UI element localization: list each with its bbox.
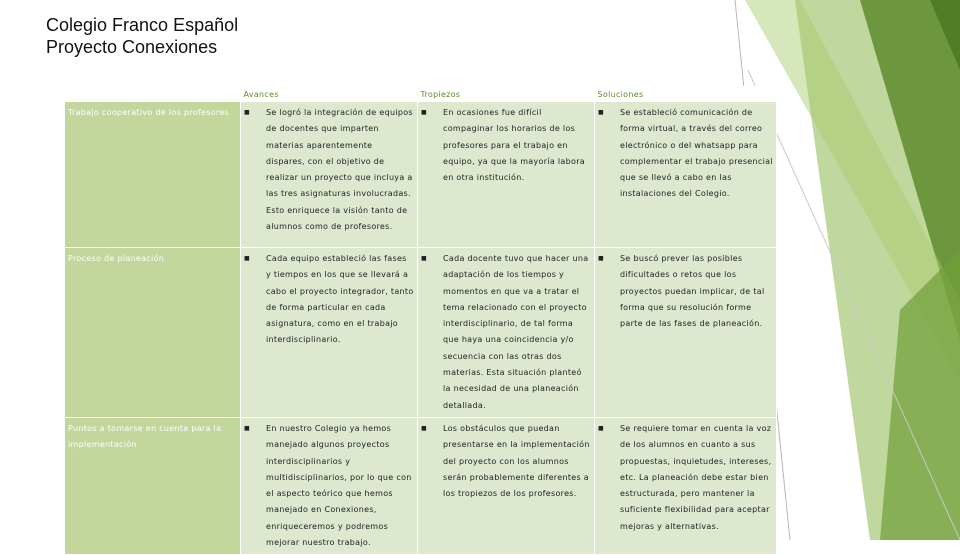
page-title [46,14,238,58]
row-label: Puntos a tomarse en cuenta para la implementación [65,417,241,554]
bullet-icon: ■ [244,109,250,116]
cell-text: Los obstáculos que puedan presentarse en la implementación del proyecto con los alumnos serán probablemente diferentes a los tropiezos de los profesores. [443,423,590,499]
column-header-empty [65,86,241,102]
cell-tropiezos [418,102,595,248]
cell-soluciones [595,102,777,248]
progress-table [64,86,777,555]
bullet-icon: ■ [421,255,427,262]
title-line-school: Colegio Franco Español [46,15,239,35]
table-row [65,102,777,248]
cell-tropiezos [418,417,595,554]
bullet-icon: ■ [598,255,604,262]
cell-text: Se buscó prever las posibles dificultades o retos que los proyectos puedan implicar, de tal forma que su resolución forme parte de las fases de planeación. [620,254,765,329]
bullet-icon: ■ [598,424,604,432]
column-header-avances: Avances [241,86,418,102]
table-row [65,417,777,554]
cell-avances [241,248,418,418]
table-header-row [65,86,777,102]
bullet-icon: ■ [421,109,427,116]
cell-soluciones [595,417,777,554]
bullet-icon: ■ [598,109,604,116]
cell-text: En ocasiones fue difícil compaginar los horarios de los profesores para el trabajo en equipo, ya que la mayoría labora en otra institución. [443,108,585,183]
cell-text: En nuestro Colegio ya hemos manejado algunos proyectos interdisciplinarios y multidisciplinarios, por lo que con el aspecto teórico que hemos manejado en Conexiones, enriqueceremos y podremos mejorar nuestro trabajo. [266,423,412,548]
column-header-soluciones: Soluciones [595,86,777,102]
cell-text: Se estableció comunicación de forma virtual, a través del correo electrónico o del whatsapp para complementar el trabajo presencial que se llevó a cabo en las instalaciones del Colegio. [620,108,773,199]
row-label: Proceso de planeación [65,248,241,418]
bullet-icon: ■ [244,255,250,262]
cell-avances [241,102,418,248]
cell-text: Se requiere tomar en cuenta la voz de los alumnos en cuanto a sus propuestas, inquietudes, intereses, etc. La planeación debe estar bien estructurada, pero mantener la suficiente flexibilidad para aceptar mejoras y alternativas. [620,423,772,531]
cell-avances [241,417,418,554]
cell-tropiezos [418,248,595,418]
cell-soluciones [595,248,777,418]
cell-text: Se logró la integración de equipos de docentes que imparten materias aparentemente dispares, con el objetivo de realizar un proyecto que incluya a las tres asignaturas involucradas. Esto enriquece la visión tanto de alumnos como de profesores. [266,108,413,232]
table-row [65,248,777,418]
row-label: Trabajo cooperativo de los profesores [65,102,241,248]
column-header-tropiezos: Tropiezos [418,86,595,102]
title-line-project: Proyecto Conexiones [46,37,218,57]
cell-text: Cada equipo estableció las fases y tiempos en los que se llevará a cabo el proyecto integrador, tanto de forma particular en cada asignatura, como en el trabajo interdisciplinario. [266,254,414,345]
cell-text: Cada docente tuvo que hacer una adaptación de los tiempos y momentos en que va a tratar el tema relacionado con el proyecto interdisciplinario, de tal forma que haya una coincidencia y/o secuencia con las otras dos materias. Esta situación planteó la necesidad de una planeación detallada. [443,254,589,410]
bullet-icon: ■ [421,424,427,432]
bullet-icon: ■ [244,424,250,432]
